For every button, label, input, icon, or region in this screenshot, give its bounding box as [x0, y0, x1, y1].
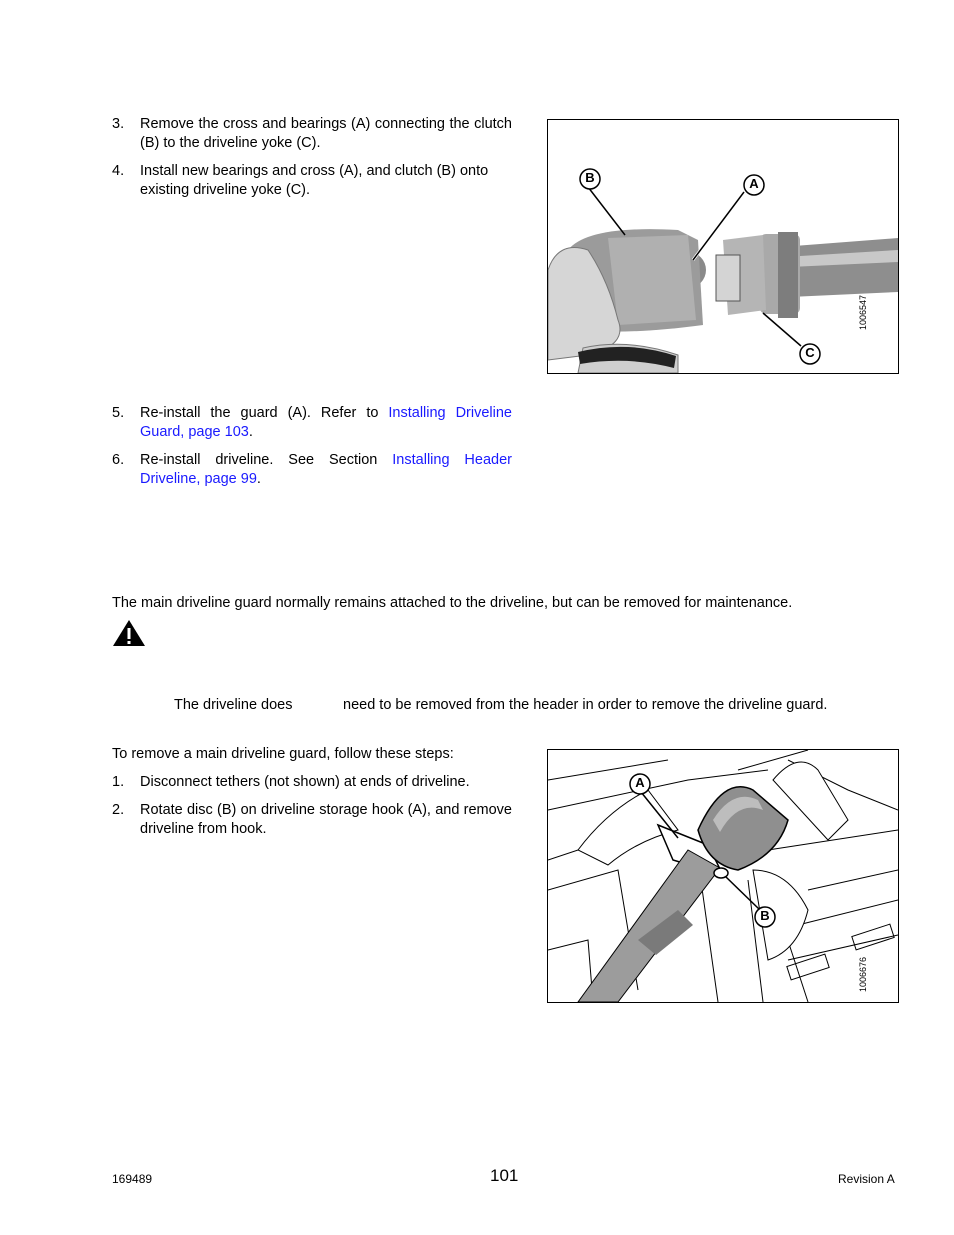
step-2 — [112, 801, 512, 841]
step-text: Rotate disc (B) on driveline storage hook (A), and remove driveline from hook. — [140, 802, 512, 837]
step-text: Disconnect tethers (not shown) at ends of driveline. — [140, 774, 470, 790]
page-number: 101 — [490, 1166, 519, 1185]
note-text-end: need to be removed from the header in order to remove the driveline guard. — [343, 697, 828, 713]
step-number: 6. — [112, 452, 125, 468]
link-installing-header-driveline[interactable]: Installing Header Driveline, page 99 — [140, 452, 512, 487]
step-5: 5. Re-install the guard (A). Refer to Installing Driveline Guard, page 103. — [112, 405, 512, 440]
figure-clutch-yoke — [547, 119, 899, 374]
caution-triangle-icon — [112, 619, 146, 647]
step-number: 2. — [112, 802, 125, 818]
storage-hook-illustration — [548, 750, 898, 1002]
step-text: Re-install driveline. See Section — [140, 452, 393, 468]
step-1 — [112, 773, 512, 793]
step-3 — [112, 115, 512, 155]
step-number: 3. — [112, 116, 125, 132]
callout-label-b: B — [760, 908, 770, 923]
figure-storage-hook — [547, 749, 899, 1003]
callout-label-a: A — [749, 176, 759, 191]
step-number: 1. — [112, 774, 125, 790]
step-number: 5. — [112, 405, 125, 421]
clutch-yoke-illustration — [548, 120, 898, 373]
callout-label-c: C — [805, 345, 815, 360]
figure-id: 1006676 — [858, 956, 868, 992]
step-text: Remove the cross and bearings (A) connecting the clutch (B) to the driveline yoke (C). — [140, 116, 512, 151]
doc-number: 169489 — [112, 1172, 153, 1186]
step-text: Install new bearings and cross (A), and clutch (B) onto existing driveline yoke (C). — [140, 163, 489, 198]
step-6: 6. Re-install driveline. See Section Installing Header Driveline, page 99. — [112, 452, 512, 487]
callout-label-b: B — [585, 170, 595, 185]
revision: Revision A — [838, 1172, 895, 1186]
figure-id: 1006547 — [858, 294, 868, 330]
step-number: 4. — [112, 163, 125, 179]
note-text-start: The driveline does — [174, 697, 293, 713]
link-installing-driveline-guard[interactable]: Installing Driveline Guard, page 103 — [140, 405, 512, 440]
intro-paragraph: The main driveline guard normally remains attached to the driveline, but can be removed for maintenance. — [112, 595, 793, 611]
procedure-intro: To remove a main driveline guard, follow these steps: — [112, 746, 454, 762]
step-text: Re-install the guard (A). Refer to — [140, 405, 389, 421]
step-4 — [112, 162, 512, 202]
callout-label-a: A — [635, 775, 645, 790]
